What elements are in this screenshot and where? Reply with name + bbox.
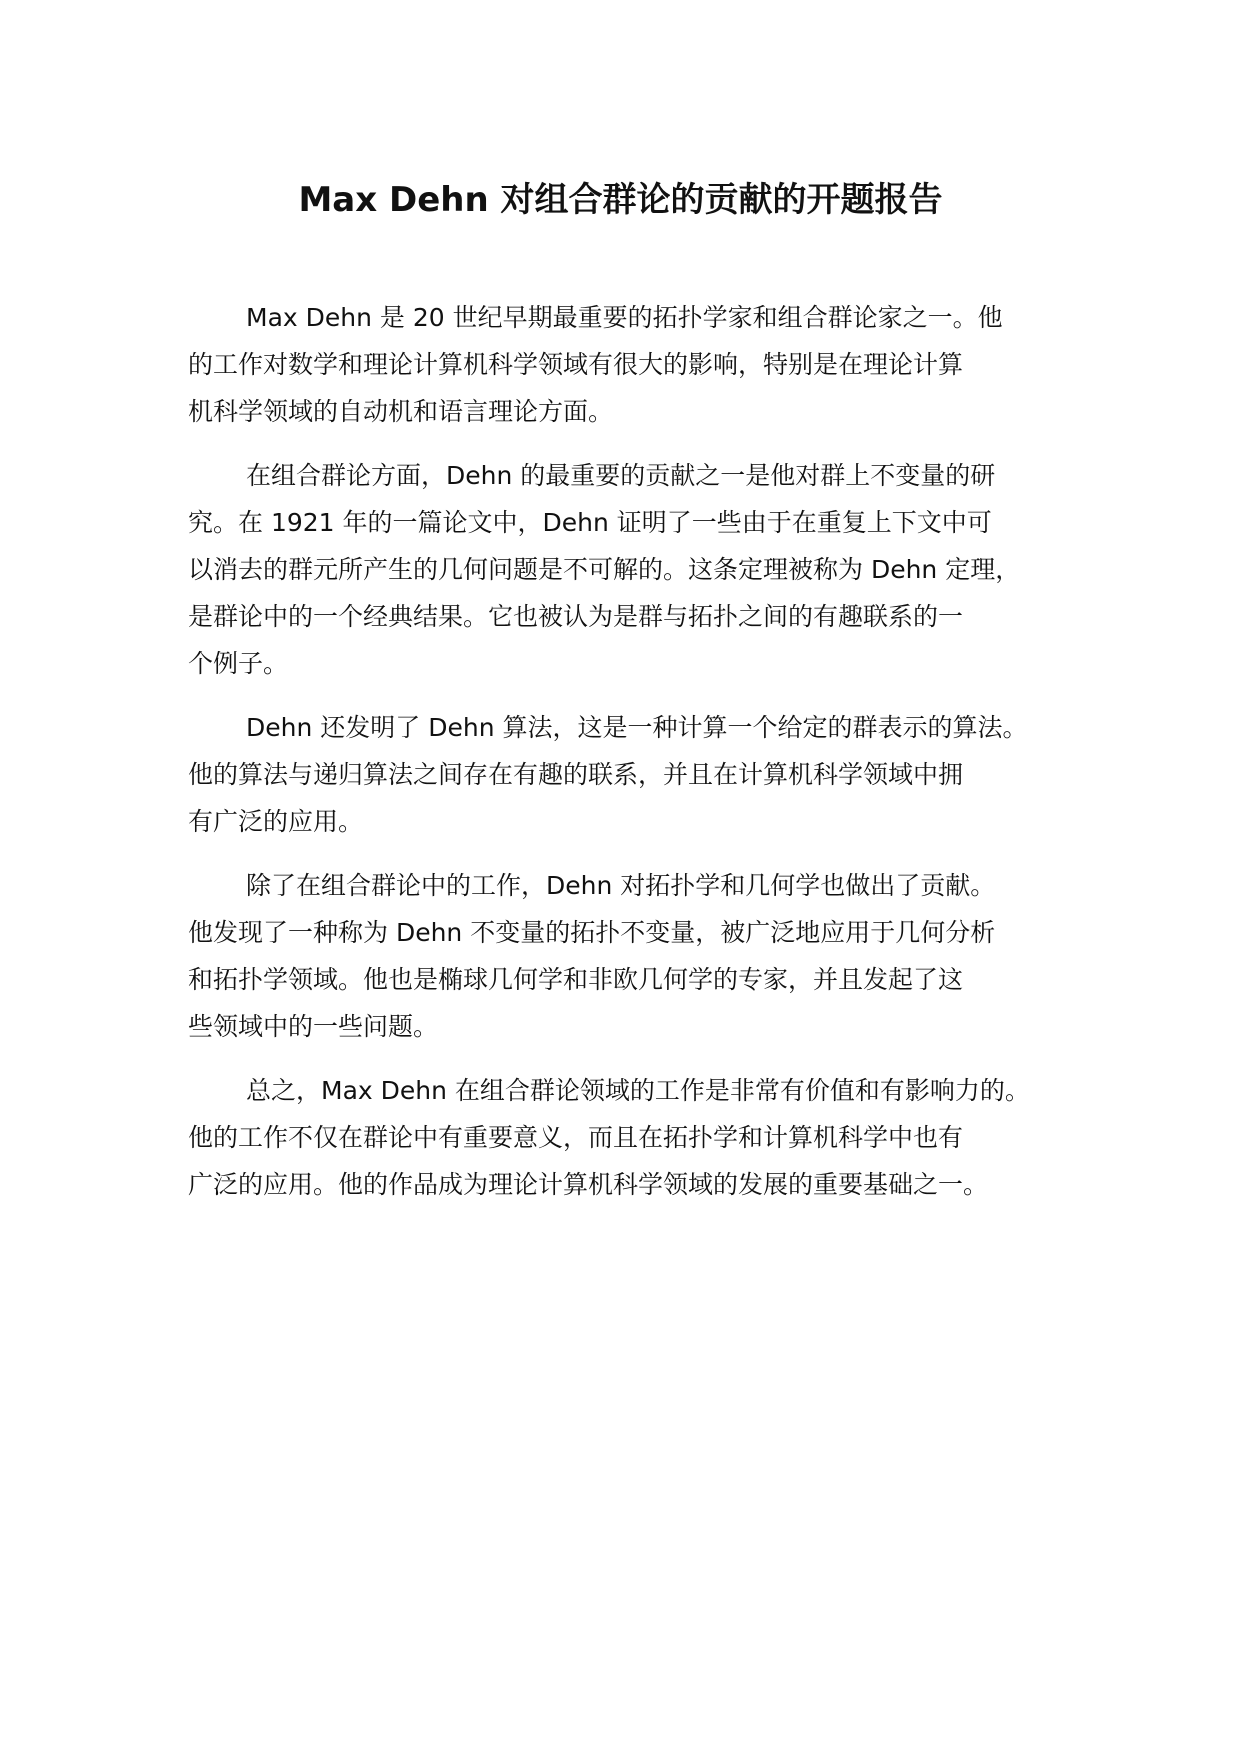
paragraph-conclusion (188, 1067, 1068, 1208)
paragraph-line: 在组合群论方面，Dehn 的最重要的贡献之一是他对群上不变量的研 (246, 461, 996, 490)
paragraph-line: 总之，Max Dehn 在组合群论领域的工作是非常有价值和有影响力的。 (246, 1076, 1030, 1105)
paragraph-line: 是群论中的一个经典结果。它也被认为是群与拓扑之间的有趣联系的一 (188, 602, 964, 631)
paragraph-group-theory (188, 452, 1068, 687)
paragraph-line: 究。在 1921 年的一篇论文中，Dehn 证明了一些由于在重复上下文中可 (188, 508, 992, 537)
paragraph-intro (188, 294, 1068, 435)
paragraph-line: Max Dehn 是 20 世纪早期最重要的拓扑学家和组合群论家之一。他 (246, 303, 1003, 332)
paragraph-line: 除了在组合群论中的工作，Dehn 对拓扑学和几何学也做出了贡献。 (246, 871, 996, 900)
document-body (188, 294, 1068, 1225)
paragraph-line: 个例子。 (188, 649, 289, 678)
paragraph-line: 机科学领域的自动机和语言理论方面。 (188, 397, 614, 426)
paragraph-line: 些领域中的一些问题。 (188, 1012, 439, 1041)
paragraph-line: 以消去的群元所产生的几何问题是不可解的。这条定理被称为 Dehn 定理， (188, 555, 1021, 584)
paragraph-line: 广泛的应用。他的作品成为理论计算机科学领域的发展的重要基础之一。 (188, 1170, 989, 1199)
paragraph-line: 和拓扑学领域。他也是椭球几何学和非欧几何学的专家，并且发起了这 (188, 965, 964, 994)
paragraph-line: 的工作对数学和理论计算机科学领域有很大的影响，特别是在理论计算 (188, 350, 964, 379)
paragraph-line: Dehn 还发明了 Dehn 算法，这是一种计算一个给定的群表示的算法。 (246, 713, 1028, 742)
paragraph-line: 有广泛的应用。 (188, 807, 364, 836)
paragraph-topology-geometry (188, 862, 1068, 1050)
paragraph-line: 他的算法与递归算法之间存在有趣的联系，并且在计算机科学领域中拥 (188, 760, 964, 789)
paragraph-line: 他发现了一种称为 Dehn 不变量的拓扑不变量，被广泛地应用于几何分析 (188, 918, 996, 947)
paragraph-dehn-algorithm (188, 704, 1068, 845)
document-title: Max Dehn 对组合群论的贡献的开题报告 (298, 180, 943, 220)
paragraph-line: 他的工作不仅在群论中有重要意义，而且在拓扑学和计算机科学中也有 (188, 1123, 964, 1152)
